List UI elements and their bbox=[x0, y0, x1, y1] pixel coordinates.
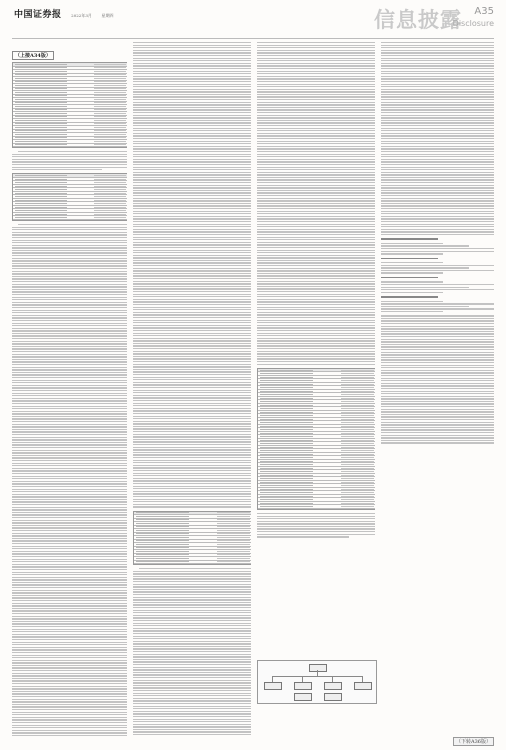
disclosure-table bbox=[133, 511, 251, 566]
page-header bbox=[0, 0, 506, 38]
masthead-day: 星期四 bbox=[101, 13, 114, 18]
text-column-2 bbox=[133, 42, 251, 736]
text-paragraph bbox=[133, 42, 251, 508]
text-paragraph bbox=[257, 513, 375, 538]
section-subtitle: Disclosure bbox=[452, 19, 494, 28]
text-column-3 bbox=[257, 42, 375, 736]
section-title: 信息披露 bbox=[374, 8, 462, 32]
section-heading bbox=[381, 296, 438, 298]
disclosure-table bbox=[12, 173, 127, 221]
text-paragraph bbox=[381, 281, 494, 293]
newspaper-masthead bbox=[14, 7, 114, 20]
text-paragraph bbox=[133, 568, 251, 735]
org-structure-diagram bbox=[257, 660, 377, 704]
disclosure-table bbox=[257, 368, 375, 510]
masthead-date: 2022年3月 bbox=[71, 13, 92, 18]
disclosure-table bbox=[12, 62, 127, 148]
continued-from-tag: （上接A34版） bbox=[12, 51, 54, 60]
section-heading bbox=[381, 258, 438, 260]
text-paragraph bbox=[381, 42, 494, 235]
text-column-4 bbox=[381, 42, 494, 736]
section-heading bbox=[381, 238, 438, 240]
text-column-1 bbox=[12, 42, 127, 736]
text-paragraph bbox=[381, 262, 494, 274]
text-paragraph bbox=[12, 151, 127, 170]
text-paragraph bbox=[381, 243, 494, 255]
continued-to-tag: （下转A36版） bbox=[453, 737, 494, 746]
masthead-name: 中国证券报 bbox=[14, 10, 62, 20]
text-paragraph bbox=[257, 42, 375, 365]
page-number: A35 bbox=[474, 6, 494, 17]
header-divider bbox=[12, 38, 494, 39]
text-paragraph bbox=[381, 315, 494, 443]
section-heading bbox=[381, 277, 438, 279]
text-paragraph bbox=[12, 224, 127, 736]
text-paragraph bbox=[381, 301, 494, 313]
